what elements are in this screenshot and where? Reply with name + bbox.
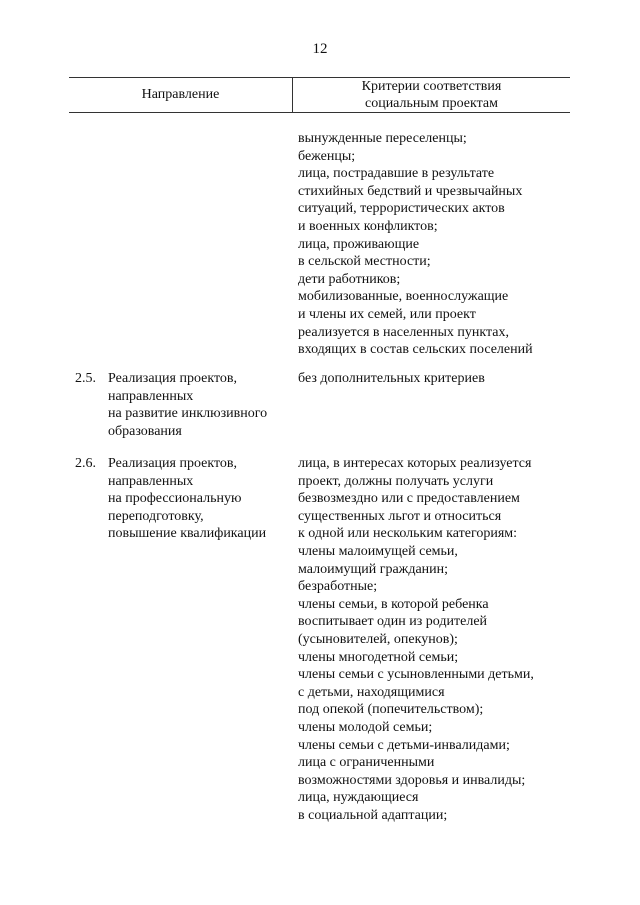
criteria-line: лица с ограниченными	[298, 755, 435, 771]
row-direction	[108, 370, 267, 440]
criteria-line: члены малоимущей семьи,	[298, 543, 458, 559]
direction-line: переподготовку,	[108, 508, 204, 524]
continued-criteria	[298, 130, 533, 359]
criteria-line: (усыновителей, опекунов);	[298, 631, 458, 647]
criteria-line: и военных конфликтов;	[298, 218, 438, 234]
criteria-line: члены семьи, в которой ребенка	[298, 596, 489, 612]
table-header-criteria-line: социальным проектам	[364, 96, 499, 111]
criteria-line: лица, в интересах которых реализуется	[298, 456, 532, 471]
criteria-line: в социальной адаптации;	[298, 807, 448, 823]
page-number: 12	[312, 41, 328, 57]
criteria-line: возможностями здоровья и инвалиды;	[298, 772, 526, 788]
criteria-line: мобилизованные, военнослужащие	[298, 289, 509, 305]
criteria-line: лица, нуждающиеся	[298, 790, 419, 806]
row-criteria	[298, 370, 485, 388]
criteria-line: и члены их семей, или проект	[298, 306, 476, 322]
criteria-line: существенных льгот и относиться	[298, 508, 502, 524]
direction-line: направленных	[108, 388, 194, 404]
criteria-line: входящих в состав сельских поселений	[298, 342, 533, 358]
criteria-line: члены молодой семьи;	[298, 719, 433, 735]
direction-line: повышение квалификации	[108, 526, 267, 542]
criteria-line: дети работников;	[298, 271, 401, 287]
criteria-line: беженцы;	[298, 148, 356, 164]
criteria-line: воспитывает один из родителей	[298, 614, 488, 630]
row-criteria	[298, 455, 534, 824]
row-number: 2.5.	[75, 371, 96, 386]
row-direction	[108, 455, 266, 543]
criteria-line: с детьми, находящимися	[298, 684, 445, 700]
row-number: 2.6.	[75, 456, 96, 471]
criteria-line: малоимущий гражданин;	[298, 561, 449, 577]
criteria-line: вынужденные переселенцы;	[298, 131, 467, 146]
table-header-bottom-rule	[69, 112, 570, 113]
criteria-line: стихийных бедствий и чрезвычайных	[298, 183, 523, 199]
criteria-line: члены семьи с детьми-инвалидами;	[298, 737, 510, 753]
direction-line: на развитие инклюзивного	[108, 406, 268, 422]
direction-line: на профессиональную	[108, 491, 242, 507]
criteria-line: в сельской местности;	[298, 254, 431, 270]
criteria-line: члены семьи с усыновленными детьми,	[298, 667, 534, 683]
direction-line: образования	[108, 423, 182, 439]
criteria-line: члены многодетной семьи;	[298, 649, 459, 665]
criteria-line: проект, должны получать услуги	[298, 473, 494, 489]
criteria-line: безвозмездно или с предоставлением	[298, 491, 520, 507]
criteria-line: ситуаций, террористических актов	[298, 201, 505, 217]
criteria-line: безработные;	[298, 579, 378, 595]
table-header-direction: Направление	[141, 87, 220, 102]
criteria-line: лица, проживающие	[298, 236, 420, 252]
direction-line: направленных	[108, 473, 194, 489]
criteria-line: под опекой (попечительством);	[298, 702, 484, 718]
criteria-line: к одной или нескольким категориям:	[298, 526, 518, 542]
direction-line: Реализация проектов,	[108, 456, 238, 471]
direction-line: Реализация проектов,	[108, 371, 238, 386]
table-header-criteria	[293, 78, 570, 112]
criteria-line: реализуется в населенных пунктах,	[298, 324, 510, 340]
criteria-line: лица, пострадавшие в результате	[298, 166, 495, 182]
table-header-criteria-line: Критерии соответствия	[361, 79, 502, 94]
criteria-line: без дополнительных критериев	[298, 371, 485, 386]
